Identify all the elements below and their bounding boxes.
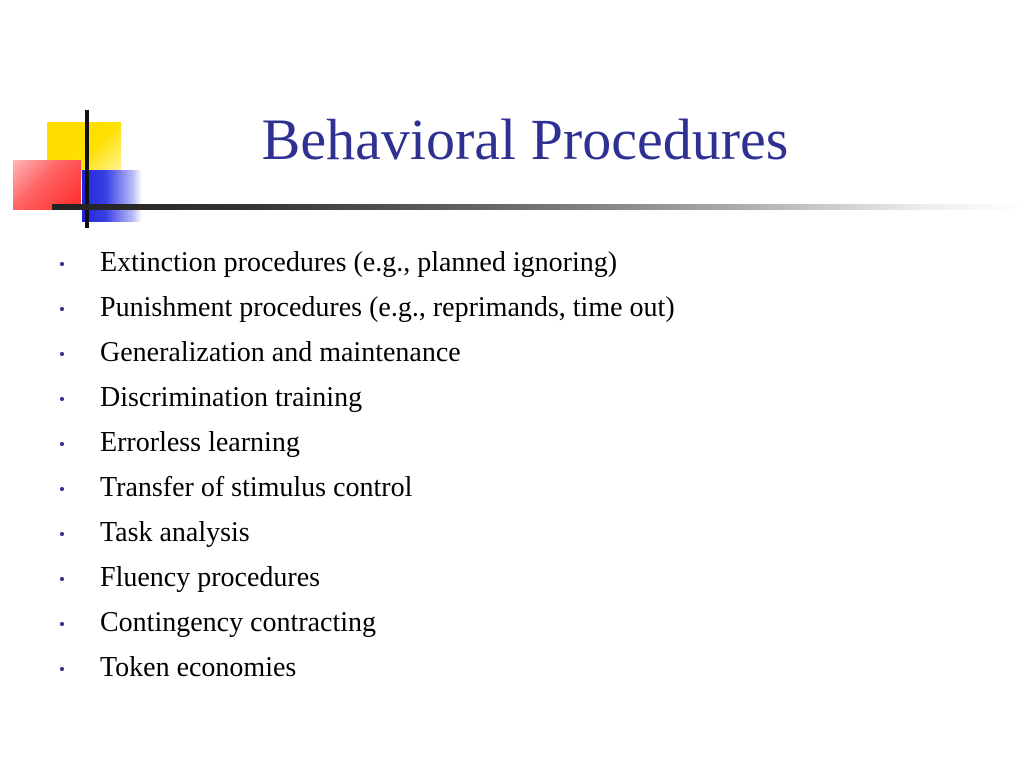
list-item bbox=[58, 555, 998, 600]
bullet-dot-icon bbox=[60, 307, 64, 311]
bullet-list bbox=[58, 240, 998, 690]
list-item bbox=[58, 240, 998, 285]
bullet-dot-icon bbox=[60, 442, 64, 446]
list-item bbox=[58, 645, 998, 690]
bullet-text: Fluency procedures bbox=[100, 562, 321, 593]
bullet-dot-icon bbox=[60, 262, 64, 266]
list-item bbox=[58, 510, 998, 555]
bullet-text: Generalization and maintenance bbox=[100, 337, 461, 368]
bullet-text: Extinction procedures (e.g., planned ignoring) bbox=[100, 247, 618, 278]
red-square-decoration bbox=[13, 160, 81, 210]
bullet-dot-icon bbox=[60, 532, 64, 536]
bullet-dot-icon bbox=[60, 487, 64, 491]
slide-title: Behavioral Procedures bbox=[261, 107, 789, 172]
blue-square-decoration bbox=[82, 170, 142, 222]
bullet-dot-icon bbox=[60, 397, 64, 401]
list-item bbox=[58, 465, 998, 510]
vertical-rule-decoration bbox=[85, 110, 89, 228]
list-item bbox=[58, 420, 998, 465]
bullet-text: Punishment procedures (e.g., reprimands, time out) bbox=[100, 292, 675, 323]
bullet-text: Transfer of stimulus control bbox=[100, 472, 413, 503]
title-underline-rule bbox=[52, 204, 1024, 210]
bullet-text: Task analysis bbox=[100, 517, 250, 548]
list-item bbox=[58, 330, 998, 375]
list-item bbox=[58, 375, 998, 420]
bullet-dot-icon bbox=[60, 577, 64, 581]
bullet-text: Contingency contracting bbox=[100, 607, 377, 638]
bullet-text: Discrimination training bbox=[100, 382, 363, 413]
list-item bbox=[58, 600, 998, 645]
bullet-text: Token economies bbox=[100, 652, 297, 683]
bullet-dot-icon bbox=[60, 622, 64, 626]
bullet-text: Errorless learning bbox=[100, 427, 300, 458]
bullet-dot-icon bbox=[60, 667, 64, 671]
bullet-dot-icon bbox=[60, 352, 64, 356]
list-item bbox=[58, 285, 998, 330]
